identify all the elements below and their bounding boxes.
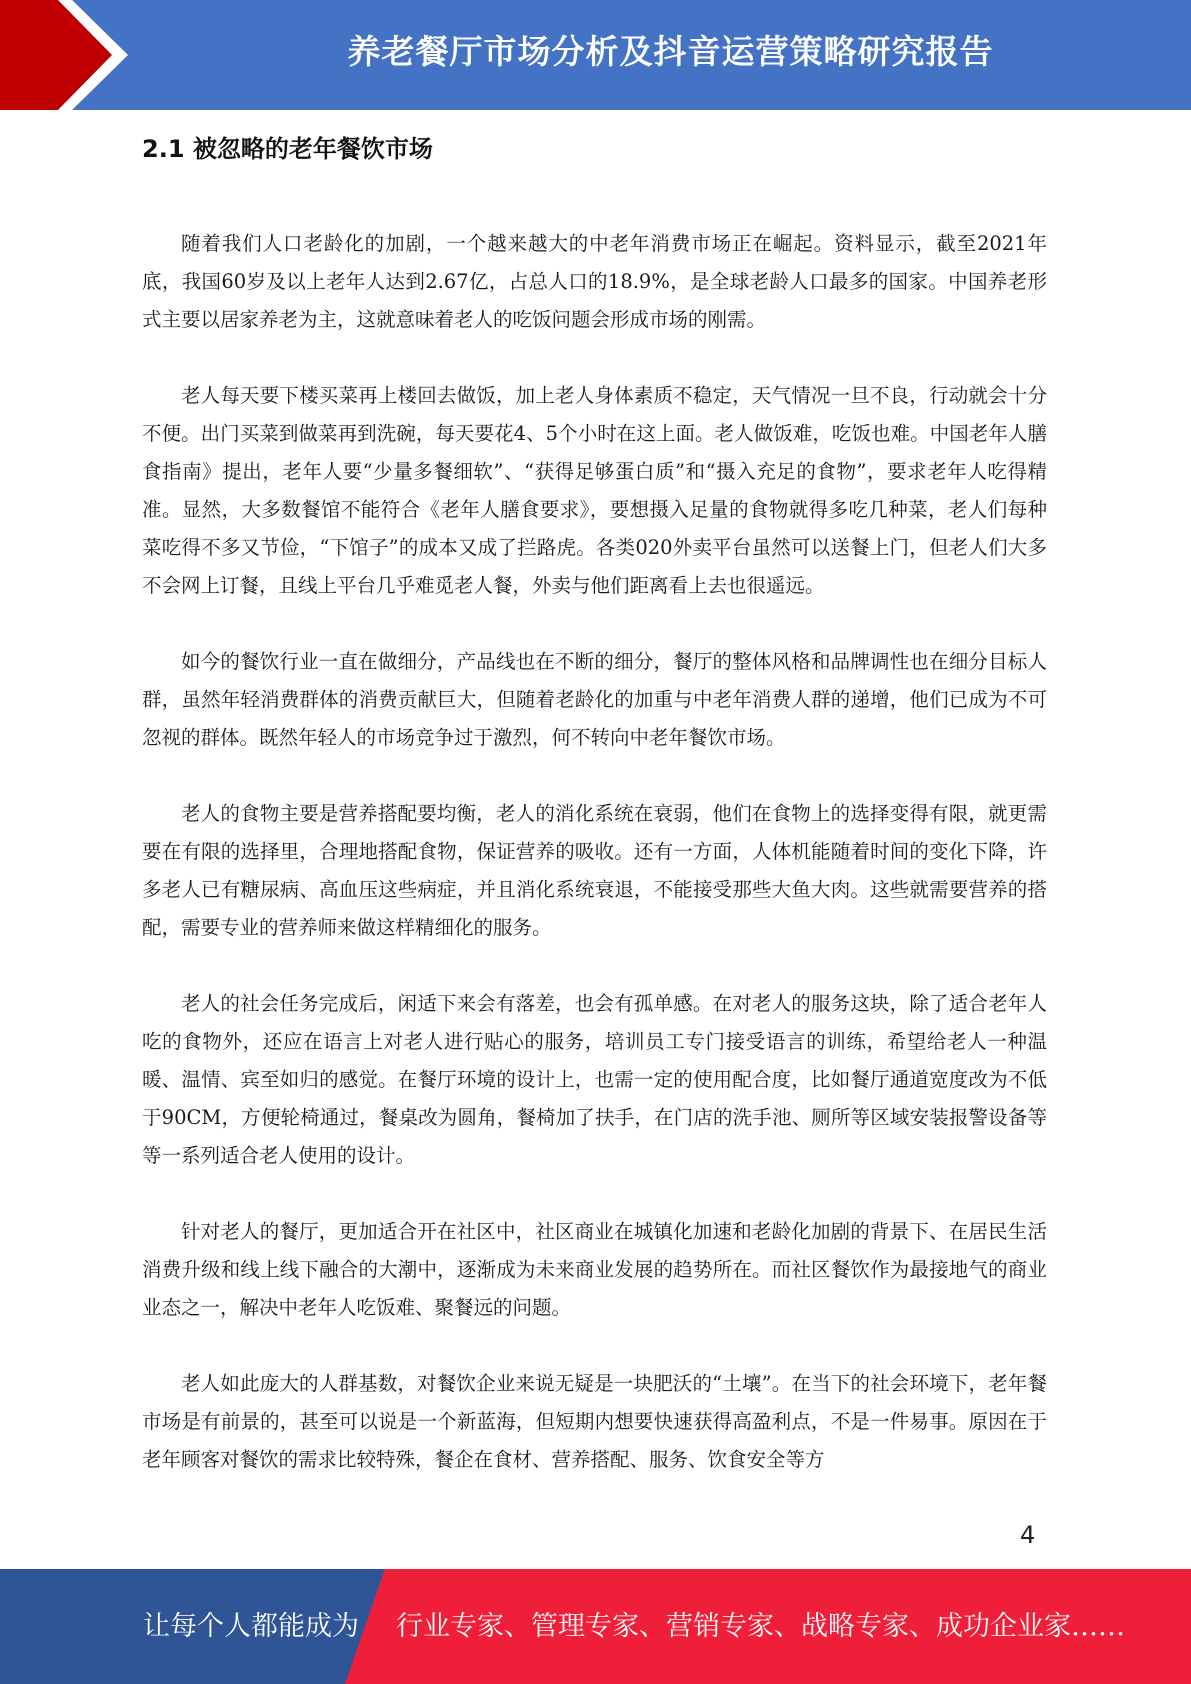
body-text <box>142 225 1047 1517</box>
paragraph: 随着我们人口老龄化的加剧，一个越来越大的中老年消费市场正在崛起。资料显示，截至2021年底，我国60岁及以上老年人达到2.67亿，占总人口的18.9%，是全球老龄人口最多的国家。中国养老形式主要以居家养老为主，这就意味着老人的吃饭问题会形成市场的刚需。 <box>142 232 1047 331</box>
paragraph: 老人每天要下楼买菜再上楼回去做饭，加上老人身体素质不稳定，天气情况一旦不良，行动就会十分不便。出门买菜到做菜再到洗碗，每天要花4、5个小时在这上面。老人做饭难，吃饭也难。中国老年人膳食指南》提出，老年人要“少量多餐细软”、“获得足够蛋白质”和“摄入充足的食物”，要求老年人吃得精准。显然，大多数餐馆不能符合《老年人膳食要求》，要想摄入足量的食物就得多吃几种菜，老人们每种菜吃得不多又节俭，“下馆子”的成本又成了拦路虎。各类020外卖平台虽然可以送餐上门，但老人们大多不会网上订餐，且线上平台几乎难觅老人餐，外卖与他们距离看上去也很遥远。 <box>142 384 1047 597</box>
paragraph: 老人的食物主要是营养搭配要均衡，老人的消化系统在衰弱，他们在食物上的选择变得有限，就更需要在有限的选择里，合理地搭配食物，保证营养的吸收。还有一方面，人体机能随着时间的变化下降，许多老人已有糖尿病、高血压这些病症，并且消化系统衰退，不能接受那些大鱼大肉。这些就需要营养的搭配，需要专业的营养师来做这样精细化的服务。 <box>142 802 1047 939</box>
paragraph: 针对老人的餐厅，更加适合开在社区中，社区商业在城镇化加速和老龄化加剧的背景下、在居民生活消费升级和线上线下融合的大潮中，逐渐成为未来商业发展的趋势所在。而社区餐饮作为最接地气的商业业态之一，解决中老年人吃饭难、聚餐远的问题。 <box>142 1220 1047 1319</box>
page-header <box>0 0 1191 110</box>
page-number: 4 <box>1020 1521 1036 1549</box>
page-footer <box>0 1569 1191 1684</box>
footer-slogan-right: 行业专家、管理专家、营销专家、战略专家、成功企业家…… <box>396 1611 1125 1642</box>
paragraph: 老人的社会任务完成后，闲适下来会有落差，也会有孤单感。在对老人的服务这块，除了适合老年人吃的食物外，还应在语言上对老人进行贴心的服务，培训员工专门接受语言的训练，希望给老人一种温暖、温情、宾至如归的感觉。在餐厅环境的设计上，也需一定的使用配合度，比如餐厅通道宽度改为不低于90CM，方便轮椅通过，餐桌改为圆角，餐椅加了扶手，在门店的洗手池、厕所等区域安装报警设备等等一系列适合老人使用的设计。 <box>142 992 1047 1167</box>
paragraph: 老人如此庞大的人群基数，对餐饮企业来说无疑是一块肥沃的“土壤”。在当下的社会环境下，老年餐市场是有前景的，甚至可以说是一个新蓝海，但短期内想要快速获得高盈利点，不是一件易事。原因在于老年顾客对餐饮的需求比较特殊，餐企在食材、营养搭配、服务、饮食安全等方 <box>142 1372 1047 1471</box>
header-arrow-decoration <box>0 0 160 110</box>
section-heading: 2.1 被忽略的老年餐饮市场 <box>142 135 433 163</box>
paragraph: 如今的餐饮行业一直在做细分，产品线也在不断的细分，餐厅的整体风格和品牌调性也在细分目标人群，虽然年轻消费群体的消费贡献巨大，但随着老龄化的加重与中老年消费人群的递增，他们已成为不可忽视的群体。既然年轻人的市场竞争过于激烈，何不转向中老年餐饮市场。 <box>142 650 1047 749</box>
footer-slogan-left: 让每个人都能成为 <box>143 1611 359 1642</box>
report-title: 养老餐厅市场分析及抖音运营策略研究报告 <box>347 32 994 71</box>
